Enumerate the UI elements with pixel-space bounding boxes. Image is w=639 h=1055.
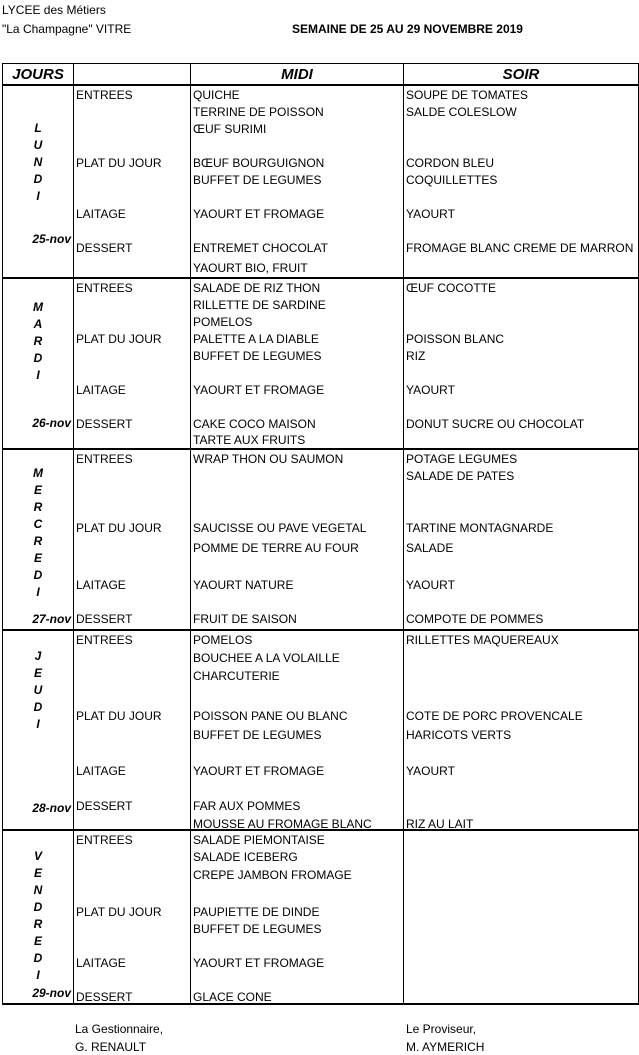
day-name-vertical — [3, 299, 73, 384]
midi-dish: BUFFET DE LEGUMES — [193, 922, 322, 936]
category-label: DESSERT — [76, 417, 133, 431]
day-letter: D — [33, 951, 43, 965]
midi-dish: TERRINE DE POISSON — [193, 105, 324, 119]
midi-cell — [191, 830, 404, 1004]
categories-cell — [74, 278, 191, 449]
soir-dish: COQUILLETTES — [406, 173, 498, 187]
midi-dish: BOUCHEE A LA VOLAILLE — [193, 651, 340, 665]
category-label: ENTREES — [76, 833, 133, 847]
soir-dish: COTE DE PORC PROVENCALE — [406, 709, 583, 723]
midi-dish: FRUIT DE SAISON — [193, 612, 297, 626]
categories-cell — [74, 830, 191, 1004]
school-location: "La Champagne" VITRE — [2, 22, 132, 36]
category-label: PLAT DU JOUR — [76, 521, 162, 535]
midi-cell — [191, 630, 404, 830]
midi-dish: POMME DE TERRE AU FOUR — [193, 541, 359, 555]
soir-dish: RIZ AU LAIT — [406, 817, 474, 831]
column-header-soir: SOIR — [404, 64, 639, 86]
soir-dish: HARICOTS VERTS — [406, 728, 512, 742]
midi-cell — [191, 449, 404, 630]
day-letter: R — [33, 334, 43, 348]
soir-dish: SOUPE DE TOMATES — [406, 88, 529, 102]
midi-dish: YAOURT NATURE — [193, 578, 294, 592]
day-letter: E — [33, 666, 42, 680]
day-date: 25-nov — [32, 232, 71, 246]
soir-cell — [404, 449, 639, 630]
midi-dish: YAOURT ET FROMAGE — [193, 956, 325, 970]
school-name: LYCEE des Métiers — [2, 3, 106, 17]
soir-dish: RILLETTES MAQUEREAUX — [406, 633, 559, 647]
category-label: PLAT DU JOUR — [76, 709, 162, 723]
midi-dish: YAOURT ET FROMAGE — [193, 764, 325, 778]
day-name-vertical — [3, 120, 73, 205]
midi-cell — [191, 85, 404, 278]
day-letter: E — [33, 934, 42, 948]
midi-dish: BUFFET DE LEGUMES — [193, 173, 322, 187]
soir-dish: DONUT SUCRE OU CHOCOLAT — [406, 417, 585, 431]
manager-title: La Gestionnaire, — [75, 1022, 164, 1036]
day-cell — [3, 830, 74, 1004]
midi-dish: YAOURT ET FROMAGE — [193, 207, 325, 221]
day-cell — [3, 630, 74, 830]
category-label: ENTREES — [76, 88, 133, 102]
day-date: 28-nov — [32, 801, 71, 815]
soir-cell — [404, 278, 639, 449]
day-date: 29-nov — [32, 986, 71, 1000]
column-header-midi: MIDI — [191, 64, 404, 86]
soir-dish: POISSON BLANC — [406, 332, 505, 346]
midi-dish: FAR AUX POMMES — [193, 799, 301, 813]
category-label: ENTREES — [76, 633, 133, 647]
soir-cell — [404, 630, 639, 830]
day-date: 26-nov — [32, 416, 71, 430]
manager-name: G. RENAULT — [75, 1040, 147, 1054]
soir-dish: YAOURT — [406, 764, 455, 778]
category-label: LAITAGE — [76, 764, 126, 778]
day-letter: D — [33, 172, 43, 186]
midi-dish: GLACE CONE — [193, 990, 272, 1004]
day-letter: E — [33, 483, 42, 497]
category-label: LAITAGE — [76, 956, 126, 970]
day-letter: D — [33, 568, 43, 582]
category-label: DESSERT — [76, 612, 133, 626]
day-letter: E — [33, 551, 42, 565]
soir-dish: YAOURT — [406, 383, 455, 397]
day-letter: I — [36, 585, 40, 599]
day-name-vertical — [3, 848, 73, 984]
soir-dish: SALDE COLESLOW — [406, 105, 517, 119]
day-letter: R — [33, 500, 43, 514]
day-name-vertical — [3, 465, 73, 601]
midi-dish: SALADE DE RIZ THON — [193, 281, 321, 295]
day-row — [3, 630, 639, 830]
day-letter: M — [33, 300, 43, 314]
midi-dish: POMELOS — [193, 315, 253, 329]
day-row — [3, 278, 639, 449]
column-header-jours: JOURS — [3, 64, 74, 86]
midi-dish: SALADE PIEMONTAISE — [193, 833, 325, 847]
soir-dish: POTAGE LEGUMES — [406, 452, 518, 466]
day-letter: R — [33, 917, 43, 931]
midi-dish: CAKE COCO MAISON — [193, 417, 316, 431]
column-header-row — [3, 64, 639, 86]
day-letter: U — [33, 683, 43, 697]
day-letter: D — [33, 900, 43, 914]
day-letter: C — [33, 517, 43, 531]
midi-dish: SAUCISSE OU PAVE VEGETAL — [193, 521, 367, 535]
soir-dish: YAOURT — [406, 207, 455, 221]
day-row — [3, 449, 639, 630]
midi-dish: MOUSSE AU FROMAGE BLANC — [193, 817, 372, 831]
day-letter: I — [36, 189, 40, 203]
midi-dish: QUICHE — [193, 88, 240, 102]
categories-cell — [74, 85, 191, 278]
midi-dish: YAOURT BIO, FRUIT — [193, 261, 308, 275]
day-letter: U — [33, 138, 43, 152]
column-header-category — [74, 64, 191, 86]
week-title: SEMAINE DE 25 AU 29 NOVEMBRE 2019 — [292, 22, 523, 36]
day-cell — [3, 278, 74, 449]
category-label: DESSERT — [76, 799, 133, 813]
principal-title: Le Proviseur, — [406, 1022, 477, 1036]
midi-dish: PALETTE A LA DIABLE — [193, 332, 319, 346]
soir-dish: CORDON BLEU — [406, 156, 495, 170]
day-letter: I — [36, 968, 40, 982]
day-letter: N — [33, 883, 43, 897]
day-date: 27-nov — [32, 612, 71, 626]
midi-dish: WRAP THON OU SAUMON — [193, 452, 344, 466]
day-row — [3, 830, 639, 1004]
category-label: ENTREES — [76, 281, 133, 295]
soir-cell — [404, 830, 639, 1004]
midi-dish: YAOURT ET FROMAGE — [193, 383, 325, 397]
midi-dish: CREPE JAMBON FROMAGE — [193, 868, 352, 882]
category-label: ENTREES — [76, 452, 133, 466]
category-label: LAITAGE — [76, 383, 126, 397]
day-letter: I — [36, 368, 40, 382]
day-letter: E — [33, 866, 42, 880]
category-label: DESSERT — [76, 990, 133, 1004]
midi-dish: ŒUF SURIMI — [193, 122, 267, 136]
day-cell — [3, 85, 74, 278]
midi-dish: PAUPIETTE DE DINDE — [193, 905, 320, 919]
midi-cell — [191, 278, 404, 449]
day-row — [3, 85, 639, 278]
midi-dish: CHARCUTERIE — [193, 669, 280, 683]
soir-dish: ŒUF COCOTTE — [406, 281, 496, 295]
category-label: LAITAGE — [76, 207, 126, 221]
soir-dish: COMPOTE DE POMMES — [406, 612, 544, 626]
day-letter: J — [34, 649, 42, 663]
day-letter: V — [33, 849, 42, 863]
midi-dish: RILLETTE DE SARDINE — [193, 298, 326, 312]
day-name-vertical — [3, 648, 73, 733]
day-letter: I — [36, 717, 40, 731]
day-letter: D — [33, 700, 43, 714]
midi-dish: SALADE ICEBERG — [193, 850, 298, 864]
categories-cell — [74, 630, 191, 830]
midi-dish: POISSON PANE OU BLANC — [193, 709, 348, 723]
midi-dish: POMELOS — [193, 633, 253, 647]
category-label: PLAT DU JOUR — [76, 332, 162, 346]
category-label: LAITAGE — [76, 578, 126, 592]
principal-name: M. AYMERICH — [406, 1040, 485, 1054]
soir-dish: RIZ — [406, 349, 426, 363]
day-letter: R — [33, 534, 43, 548]
soir-dish: FROMAGE BLANC CREME DE MARRON — [406, 241, 634, 255]
day-letter: N — [33, 155, 43, 169]
soir-dish: SALADE DE PATES — [406, 469, 515, 483]
menu-table — [2, 63, 639, 1005]
day-letter: D — [33, 351, 43, 365]
categories-cell — [74, 449, 191, 630]
category-label: DESSERT — [76, 241, 133, 255]
midi-dish: BŒUF BOURGUIGNON — [193, 156, 325, 170]
category-label: PLAT DU JOUR — [76, 905, 162, 919]
midi-dish: BUFFET DE LEGUMES — [193, 728, 322, 742]
day-letter: L — [34, 121, 42, 135]
day-letter: M — [33, 466, 43, 480]
soir-cell — [404, 85, 639, 278]
midi-dish: BUFFET DE LEGUMES — [193, 349, 322, 363]
midi-dish: TARTE AUX FRUITS — [193, 433, 306, 447]
category-label: PLAT DU JOUR — [76, 156, 162, 170]
soir-dish: YAOURT — [406, 578, 455, 592]
midi-dish: ENTREMET CHOCOLAT — [193, 241, 328, 255]
soir-dish: SALADE — [406, 541, 454, 555]
day-letter: A — [33, 317, 43, 331]
soir-dish: TARTINE MONTAGNARDE — [406, 521, 554, 535]
day-cell — [3, 449, 74, 630]
